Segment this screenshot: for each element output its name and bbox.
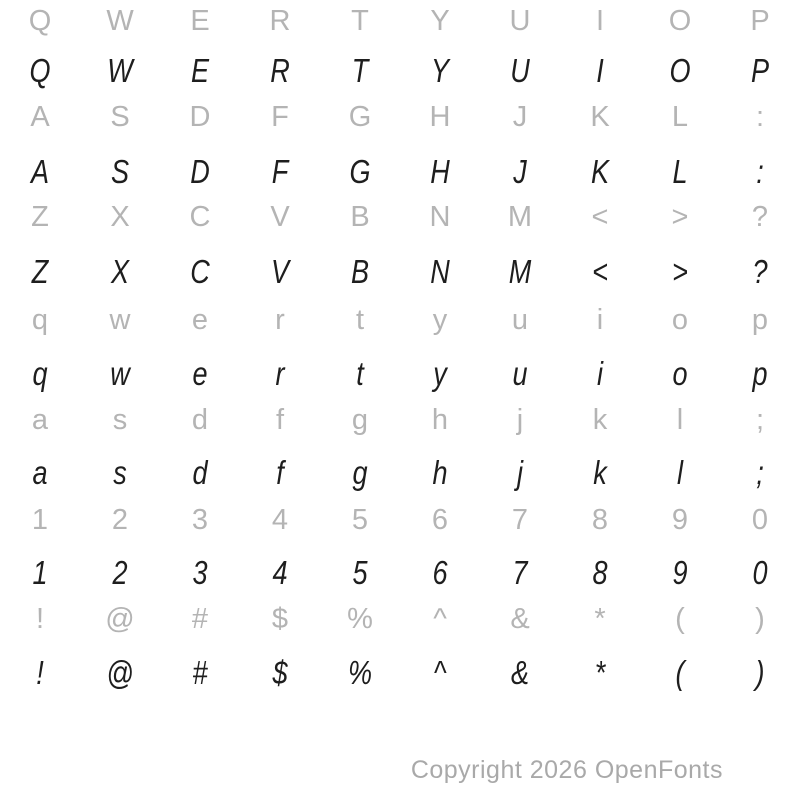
glyph-cell: k [592, 404, 608, 436]
glyph-cell: ! [36, 654, 44, 691]
glyph-cell: Z [31, 201, 49, 233]
glyph-cell: 4 [271, 504, 289, 536]
glyph-cell: E [190, 52, 210, 89]
glyph-cell: X [110, 253, 130, 290]
glyph-row-reference [0, 199, 800, 235]
glyph-cell: J [512, 101, 528, 133]
glyph-cell: T [351, 5, 369, 37]
glyph-cell: 0 [752, 554, 768, 591]
glyph-cell: @ [105, 603, 135, 635]
glyph-cell: 2 [112, 554, 128, 591]
glyph-cell: f [276, 454, 284, 491]
glyph-cell: W [106, 5, 134, 37]
glyph-cell: ; [756, 454, 764, 491]
glyph-cell: d [191, 404, 209, 436]
glyph-cell: 5 [352, 554, 368, 591]
glyph-cell: K [590, 101, 610, 133]
glyph-cell: 0 [751, 504, 769, 536]
glyph-cell: u [512, 355, 528, 392]
glyph-cell: G [349, 153, 371, 190]
glyph-cell: > [671, 201, 689, 233]
glyph-cell: $ [271, 603, 289, 635]
glyph-row-reference [0, 601, 800, 637]
glyph-cell: ( [675, 654, 685, 691]
glyph-cell: Z [31, 253, 49, 290]
glyph-cell: Q [28, 5, 52, 37]
glyph-row-reference [0, 402, 800, 438]
glyph-cell: 7 [511, 504, 529, 536]
glyph-cell: ) [755, 603, 765, 635]
glyph-cell: s [112, 404, 128, 436]
glyph-cell: y [433, 355, 447, 392]
glyph-cell: I [595, 5, 605, 37]
glyph-row-sample [0, 356, 800, 392]
glyph-cell: 1 [31, 504, 49, 536]
glyph-cell: M [507, 201, 533, 233]
glyph-cell: u [511, 304, 529, 336]
glyph-cell: A [30, 153, 50, 190]
glyph-cell: t [355, 304, 365, 336]
glyph-row-sample [0, 655, 800, 691]
glyph-cell: : [755, 101, 765, 133]
glyph-cell: H [429, 101, 451, 133]
glyph-cell: 6 [432, 554, 448, 591]
glyph-cell: R [269, 5, 291, 37]
glyph-cell: s [113, 454, 127, 491]
glyph-cell: w [109, 304, 131, 336]
glyph-cell: 5 [351, 504, 369, 536]
glyph-cell: D [190, 153, 210, 190]
glyph-cell: < [591, 201, 609, 233]
glyph-cell: N [430, 253, 450, 290]
glyph-cell: l [676, 404, 684, 436]
glyph-cell: ? [752, 253, 768, 290]
glyph-cell: E [190, 5, 210, 37]
glyph-cell: e [191, 304, 209, 336]
glyph-cell: > [672, 253, 688, 290]
glyph-cell: O [668, 5, 692, 37]
glyph-row-reference [0, 99, 800, 135]
glyph-cell: & [510, 654, 530, 691]
glyph-cell: : [756, 153, 764, 190]
glyph-cell: q [32, 355, 48, 392]
glyph-cell: 7 [512, 554, 528, 591]
glyph-cell: h [432, 454, 448, 491]
glyph-cell: k [593, 454, 607, 491]
glyph-cell: i [596, 355, 604, 392]
glyph-row-reference [0, 3, 800, 39]
glyph-cell: a [31, 404, 49, 436]
glyph-cell: r [275, 304, 285, 336]
glyph-cell: 4 [272, 554, 288, 591]
glyph-cell: M [508, 253, 532, 290]
glyph-cell: A [30, 101, 50, 133]
glyph-cell: X [110, 201, 130, 233]
glyph-cell: 3 [192, 554, 208, 591]
glyph-cell: j [516, 454, 524, 491]
glyph-cell: G [348, 101, 372, 133]
glyph-cell: o [671, 304, 689, 336]
glyph-cell: * [594, 654, 606, 691]
glyph-cell: $ [272, 654, 288, 691]
glyph-cell: T [351, 52, 369, 89]
glyph-cell: d [192, 454, 208, 491]
glyph-cell: l [676, 454, 684, 491]
glyph-cell: e [192, 355, 208, 392]
glyph-cell: ^ [433, 654, 447, 691]
glyph-cell: F [271, 101, 289, 133]
glyph-cell: ? [751, 201, 769, 233]
glyph-cell: I [596, 52, 604, 89]
glyph-cell: P [750, 52, 770, 89]
glyph-cell: & [510, 603, 530, 635]
glyph-cell: 6 [431, 504, 449, 536]
glyph-cell: ) [755, 654, 765, 691]
glyph-cell: O [669, 52, 691, 89]
glyph-cell: g [351, 404, 369, 436]
glyph-cell: w [110, 355, 130, 392]
glyph-cell: < [592, 253, 608, 290]
glyph-row-sample [0, 555, 800, 591]
glyph-row-sample [0, 455, 800, 491]
glyph-cell: ! [35, 603, 45, 635]
glyph-cell: L [671, 101, 689, 133]
glyph-cell: 1 [32, 554, 48, 591]
glyph-cell: g [352, 454, 368, 491]
glyph-cell: a [32, 454, 48, 491]
glyph-cell: p [751, 304, 769, 336]
glyph-cell: ( [675, 603, 685, 635]
glyph-cell: p [752, 355, 768, 392]
glyph-row-reference [0, 502, 800, 538]
glyph-cell: ; [755, 404, 765, 436]
glyph-cell: # [192, 654, 208, 691]
glyph-cell: Y [430, 52, 450, 89]
glyph-cell: j [516, 404, 524, 436]
glyph-cell: P [750, 5, 770, 37]
glyph-cell: 2 [111, 504, 129, 536]
glyph-cell: R [270, 52, 290, 89]
glyph-cell: 9 [672, 554, 688, 591]
glyph-cell: S [110, 101, 130, 133]
glyph-cell: L [672, 153, 688, 190]
glyph-cell: ^ [433, 603, 447, 635]
glyph-cell: C [189, 201, 211, 233]
glyph-cell: 3 [191, 504, 209, 536]
glyph-cell: * [594, 603, 606, 635]
glyph-cell: B [350, 253, 370, 290]
glyph-cell: f [275, 404, 285, 436]
glyph-cell: V [270, 253, 290, 290]
glyph-cell: F [271, 153, 289, 190]
glyph-cell: Q [29, 52, 51, 89]
glyph-cell: B [350, 201, 370, 233]
glyph-cell: t [356, 355, 364, 392]
glyph-cell: C [190, 253, 210, 290]
glyph-cell: K [590, 153, 610, 190]
glyph-cell: q [31, 304, 49, 336]
glyph-cell: U [510, 52, 530, 89]
glyph-cell: % [347, 654, 373, 691]
glyph-cell: 8 [591, 504, 609, 536]
glyph-cell: @ [106, 654, 134, 691]
glyph-cell: Y [430, 5, 450, 37]
glyph-cell: r [275, 355, 285, 392]
glyph-cell: % [347, 603, 373, 635]
glyph-cell: 9 [671, 504, 689, 536]
glyph-cell: J [513, 153, 527, 190]
glyph-row-sample [0, 154, 800, 190]
glyph-row-sample [0, 254, 800, 290]
glyph-cell: 8 [592, 554, 608, 591]
glyph-cell: o [672, 355, 688, 392]
glyph-cell: D [189, 101, 211, 133]
glyph-cell: i [596, 304, 604, 336]
glyph-row-reference [0, 302, 800, 338]
glyph-cell: W [107, 52, 133, 89]
glyph-cell: V [270, 201, 290, 233]
glyph-cell: S [110, 153, 130, 190]
glyph-cell: # [191, 603, 209, 635]
glyph-cell: U [509, 5, 531, 37]
glyph-row-sample [0, 53, 800, 89]
glyph-cell: y [432, 304, 448, 336]
glyph-cell: N [429, 201, 451, 233]
copyright-watermark: Copyright 2026 OpenFonts [410, 756, 723, 784]
glyph-cell: H [430, 153, 450, 190]
glyph-cell: h [431, 404, 449, 436]
